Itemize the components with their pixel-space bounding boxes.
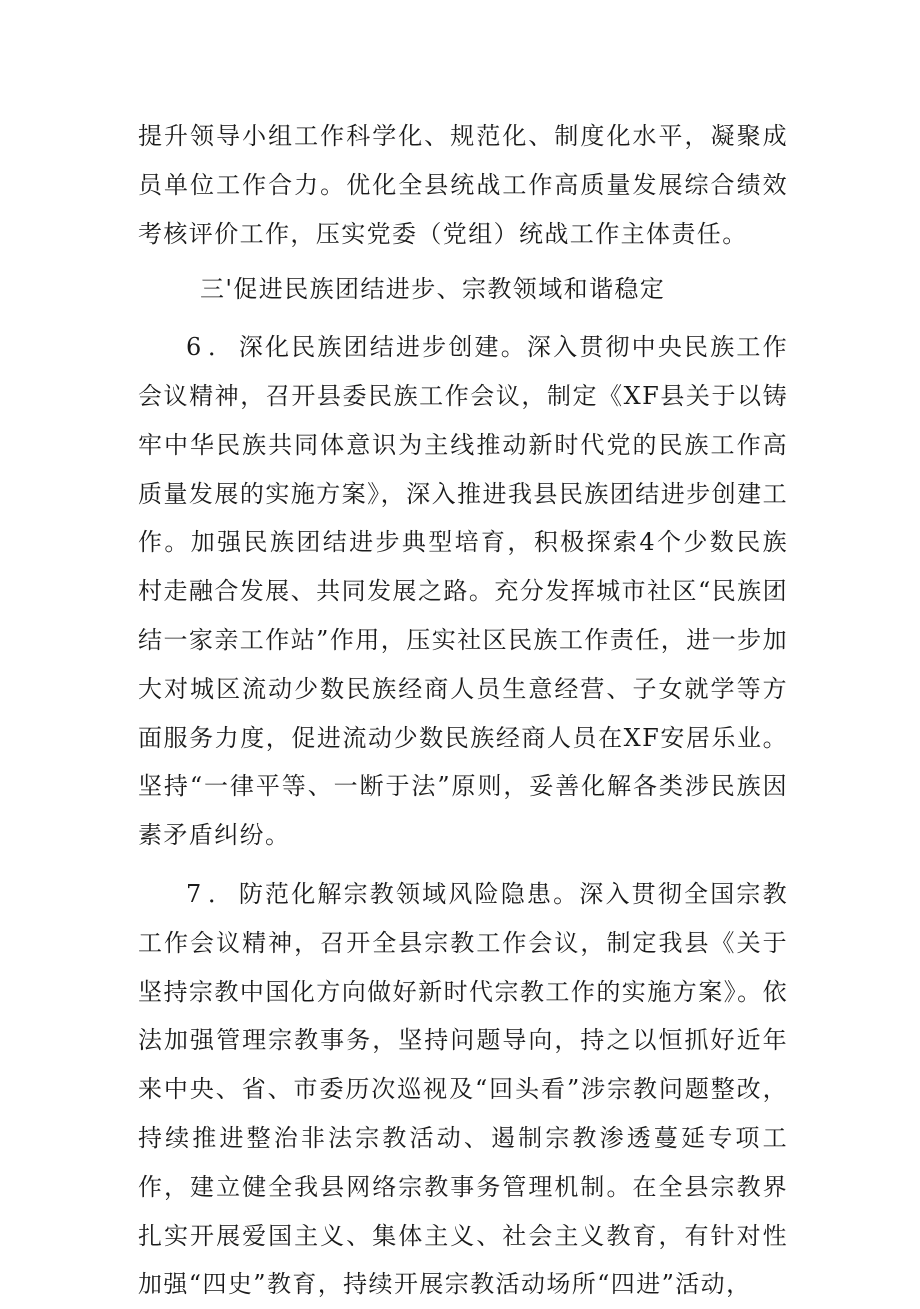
paragraph-text: 深化民族团结进步创建。深入贯彻中央民族工作会议精神，召开县委民族工作会议，制定《XF县关于以铸牢中华民族共同体意识为主线推动新时代党的民族工作高质量发展的实施方案》，深入推进我县民族团结进步创建工作。加强民族团结进步典型培育，积极探索4个少数民族村走融合发展、共同发展之路。充分发挥城市社区“民族团结一家亲工作站”作用，压实社区民族工作责任，进一步加大对城区流动少数民族经商人员生意经营、子女就学等方面服务力度，促进流动少数民族经商人员在XF安居乐业。坚持“一律平等、一断于法”原则，妥善化解各类涉民族因素矛盾纠纷。: [138, 333, 788, 850]
paragraph-text: 防范化解宗教领域风险隐患。深入贯彻全国宗教工作会议精神，召开全县宗教工作会议，制定我县《关于坚持宗教中国化方向做好新时代宗教工作的实施方案》。依法加强管理宗教事务，坚持问题导向，持之以恒抓好近年来中央、省、市委历次巡视及“回头看”涉宗教问题整改，持续推进整治非法宗教活动、遏制宗教渗透蔓延专项工作，建立健全我县网络宗教事务管理机制。在全县宗教界扎实开展爱国主义、集体主义、社会主义教育，有针对性加强“四史”教育，持续开展宗教活动场所“四进”活动，: [138, 879, 788, 1299]
document-body: [138, 112, 788, 1309]
paragraph-text: 提升领导小组工作科学化、规范化、制度化水平，凝聚成员单位工作合力。优化全县统战工作高质量发展综合绩效考核评价工作，压实党委（党组）统战工作主体责任。: [138, 122, 788, 248]
paragraph-item-6: [138, 323, 788, 860]
section-heading: [138, 265, 788, 314]
paragraph-item-7: [138, 870, 788, 1309]
item-number: 7．: [186, 879, 239, 908]
paragraph-intro: [138, 112, 788, 258]
section-heading-text: 三'促进民族团结进步、宗教领域和谐稳定: [200, 275, 666, 304]
item-number: 6．: [186, 333, 239, 362]
